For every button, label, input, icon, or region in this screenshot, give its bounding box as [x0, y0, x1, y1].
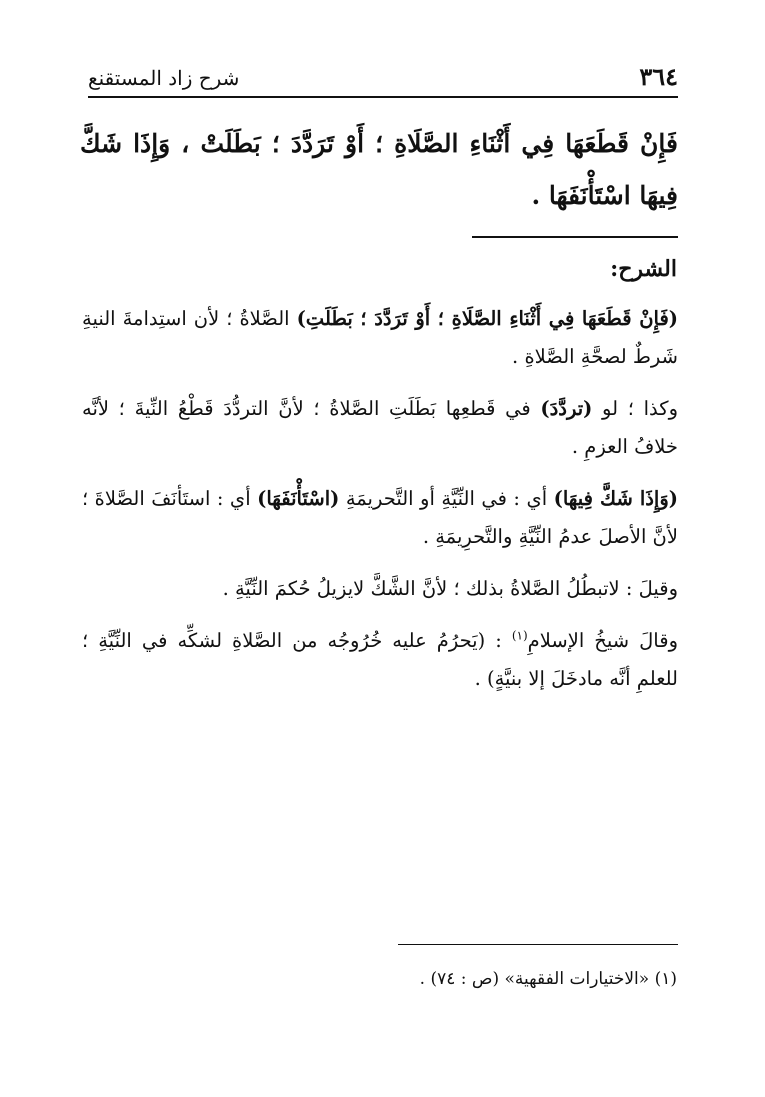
paragraph-text: وكذا ؛ لو — [592, 397, 678, 420]
quoted-matn: (وَإِذَا شَكَّ فِيهَا) — [553, 487, 678, 510]
page-number: ٣٦٤ — [639, 62, 678, 91]
footnote-rule — [398, 944, 678, 945]
sharh-body — [82, 300, 678, 712]
paragraph-2 — [82, 390, 678, 466]
paragraph-4: وقيلَ : لاتبطُلُ الصَّلاةُ بذلك ؛ لأنَّ الشَّكَّ لايزيلُ حُكمَ النِّيَّةِ . — [222, 577, 678, 600]
paragraph-text: أي : استَأنَفَ الصَّلاةَ ؛ لأنَّ الأصلَ عدمُ النِّيَّةِ والتَّحرِيمَةِ . — [82, 487, 678, 548]
sharh-heading: الشرح: — [610, 256, 677, 282]
paragraph-5 — [82, 622, 678, 698]
paragraph-text: أي : في النِّيَّةِ أو التَّحريمَةِ — [339, 487, 554, 510]
paragraph-3 — [82, 480, 678, 556]
footnote: (١) «الاختيارات الفقهية» (ص : ٧٤) . — [419, 969, 677, 989]
header-rule — [88, 96, 678, 98]
quoted-matn: (اسْتَأْنَفَهَا) — [257, 487, 340, 510]
quoted-matn: (فَإِنْ قَطَعَهَا فِي أَثْنَاءِ الصَّلَاةِ ؛ أَوْ تَرَدَّدَ ؛ بَطَلَتِ) — [296, 307, 678, 330]
page-header — [88, 62, 678, 96]
footnote-reference[interactable]: (١) — [511, 628, 528, 643]
running-title: شرح زاد المستقنع — [88, 66, 240, 90]
paragraph-text: الصَّلاةُ ؛ لأن استِدامةَ النيةِ شَرطٌ لصحَّةِ الصَّلاةِ . — [82, 307, 678, 368]
quoted-matn: (تردَّدَ) — [540, 397, 593, 420]
matn-text: فَإِنْ قَطَعَهَا فِي أَثْنَاءِ الصَّلَاةِ ؛ أَوْ تَرَدَّدَ ؛ بَطَلَتْ ، وَإِذَا شَكَّ فِيهَا اسْتَأْنَفَهَا . — [80, 129, 678, 210]
paragraph-1 — [82, 300, 678, 376]
section-divider — [472, 236, 678, 238]
paragraph-text: في قَطعِها بَطَلَتِ الصَّلاةُ ؛ لأنَّ التردُّدَ قَطْعُ النِّيةَ ؛ لأنَّه خلافُ العزمِ . — [82, 397, 678, 458]
paragraph-text: وقالَ شيخُ الإسلامِ — [527, 629, 678, 652]
paragraph-text: : (يَحرُمُ عليه خُرُوجُه من الصَّلاةِ لشكِّه في النِّيَّةِ ؛ للعلمِ أنَّه مادخَلَ إلا بنيَّةٍ) . — [82, 629, 678, 690]
